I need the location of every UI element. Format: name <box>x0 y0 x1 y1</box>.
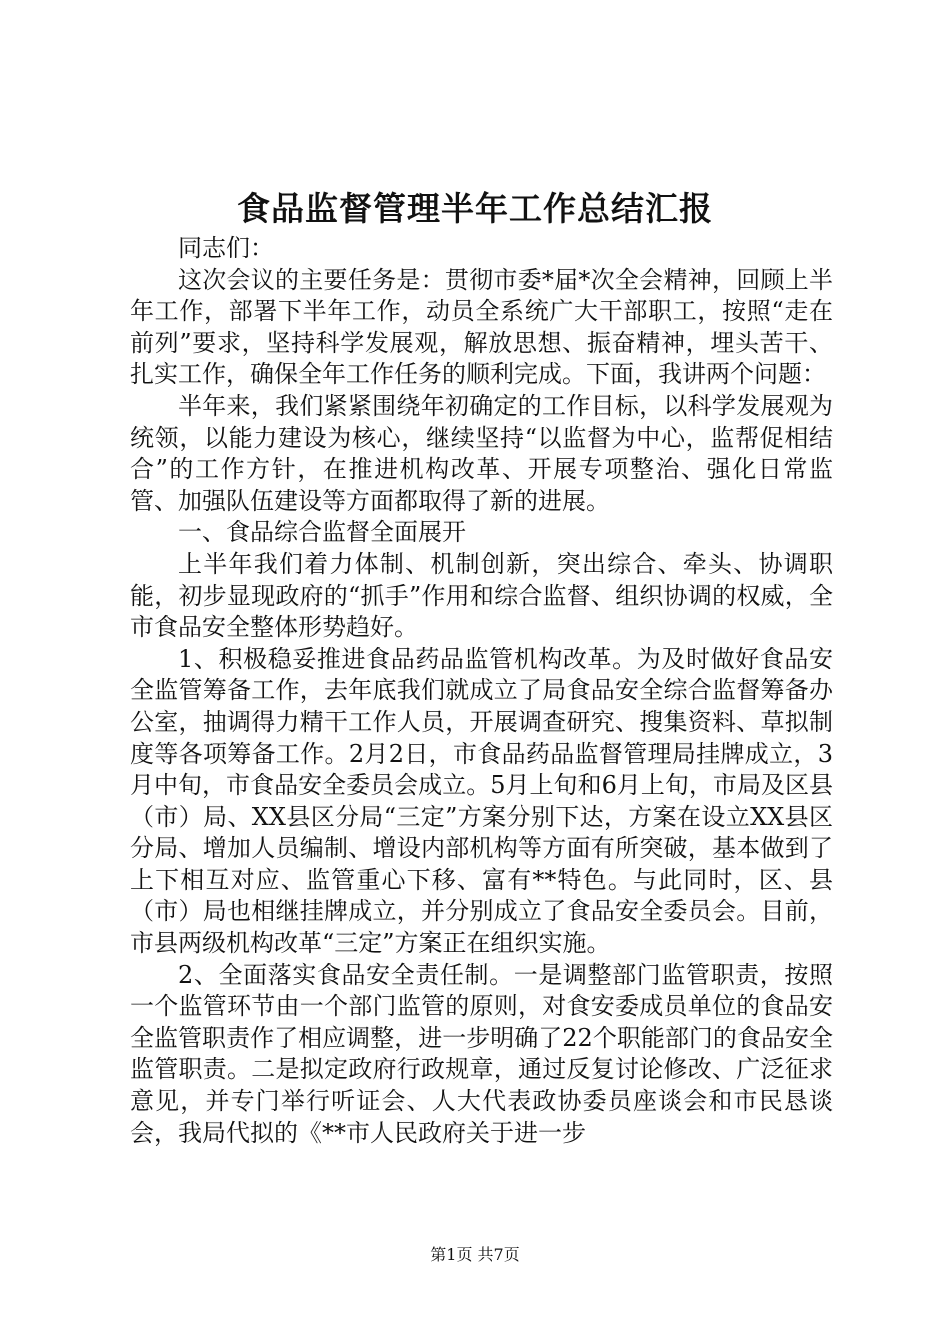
item-2-paragraph: 2、全面落实食品安全责任制。一是调整部门监管职责，按照一个监管环节由一个部门监管的原则，对食安委成员单位的食品安全监管职责作了相应调整，进一步明确了22个职能部门的食品安全监管职责。二是拟定政府行政规章，通过反复讨论修改、广泛征求意见，并专门举行听证会、人大代表政协委员座谈会和市民恳谈会，我局代拟的《**市人民政府关于进一步 <box>130 960 833 1147</box>
document-body <box>130 233 833 1149</box>
document-title: 食品监督管理半年工作总结汇报 <box>237 189 713 228</box>
item-1-paragraph: 1、积极稳妥推进食品药品监管机构改革。为及时做好食品安全监管筹备工作，去年底我们就成立了局食品安全综合监督筹备办公室，抽调得力精干工作人员，开展调查研究、搜集资料、草拟制度等各项筹备工作。2月2日，市食品药品监督管理局挂牌成立，3月中旬，市食品安全委员会成立。5月上旬和6月上旬，市局及区县（市）局、XX县区分局“三定”方案分别下达，方案在设立XX县区分局、增加人员编制、增设内部机构等方面有所突破，基本做到了上下相互对应、监管重心下移、富有**特色。与此同时，区、县（市）局也相继挂牌成立，并分别成立了食品安全委员会。目前，市县两级机构改革“三定”方案正在组织实施。 <box>130 644 833 958</box>
section-heading: 一、食品综合监督全面展开 <box>178 518 466 547</box>
intro-paragraph: 这次会议的主要任务是：贯彻市委*届*次全会精神，回顾上半年工作，部署下半年工作，动员全系统广大干部职工，按照“走在前列”要求，坚持科学发展观，解放思想、振奋精神，埋头苦干、扎实工作，确保全年工作任务的顺利完成。下面，我讲两个问题： <box>130 265 833 389</box>
salutation-paragraph: 同志们： <box>178 234 274 262</box>
section-intro-paragraph: 上半年我们着力体制、机制创新，突出综合、牵头、协调职能，初步显现政府的“抓手”作用和综合监督、组织协调的权威，全市食品安全整体形势趋好。 <box>130 549 833 642</box>
page-footer: 第1页 共7页 <box>430 1245 520 1264</box>
summary-paragraph: 半年来，我们紧紧围绕年初确定的工作目标，以科学发展观为统领，以能力建设为核心，继续坚持“以监督为中心，监帮促相结合”的工作方针，在推进机构改革、开展专项整治、强化日常监管、加强队伍建设等方面都取得了新的进展。 <box>130 391 833 515</box>
